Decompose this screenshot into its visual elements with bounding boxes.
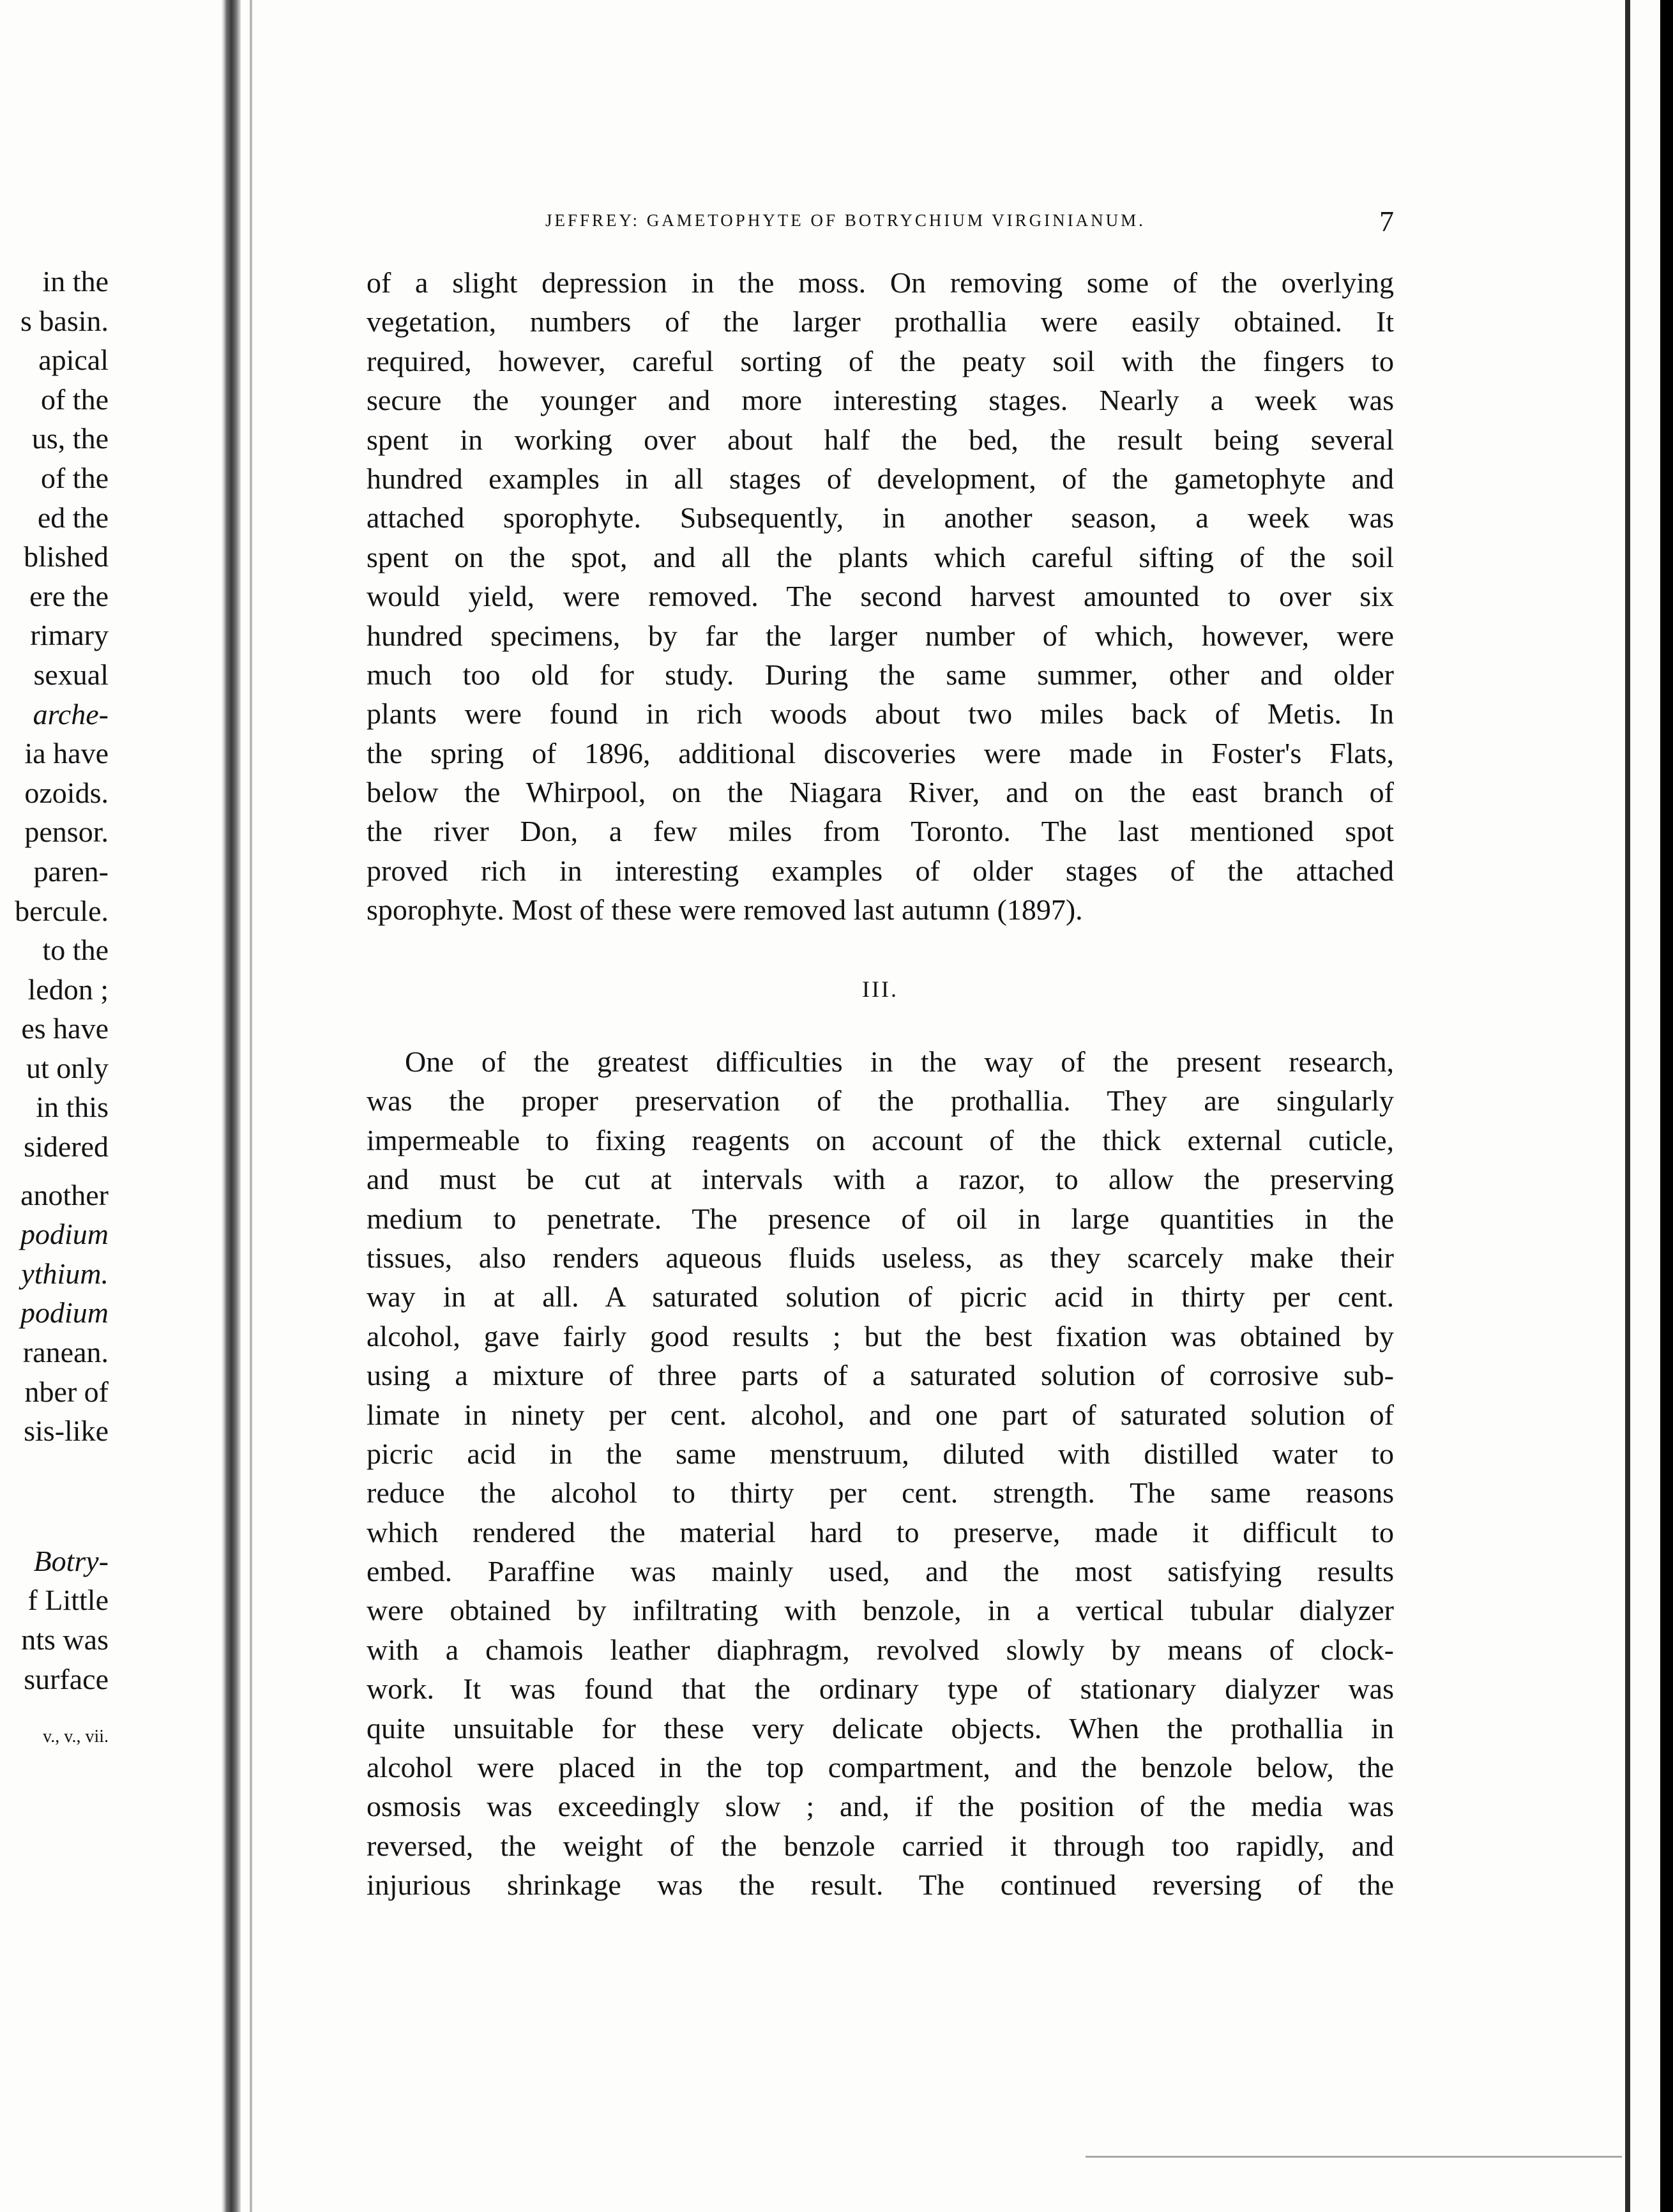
text-line: of a slight depression in the moss. On removing some of the overlying — [367, 266, 1394, 299]
left-fragment: bercule. — [15, 894, 109, 927]
text-line: proved rich in interesting examples of older stages of the attached — [367, 854, 1394, 887]
left-fragment: ozoids. — [24, 776, 109, 809]
text-line: impermeable to fixing reagents on account of the thick external cuticle, — [367, 1123, 1394, 1156]
left-fragment: apical — [38, 344, 109, 377]
text-line: work. It was found that the ordinary type of stationary dialyzer was — [367, 1672, 1394, 1706]
text-line: One of the greatest difficulties in the way of the present research, — [405, 1045, 1394, 1078]
text-line: below the Whirpool, on the Niagara River, and on the east branch of — [367, 776, 1394, 809]
left-fragment: ed the — [37, 501, 109, 534]
left-fragment: of the — [40, 383, 109, 416]
gutter-edge-line — [250, 0, 252, 2212]
left-fragment: sis-like — [24, 1414, 109, 1448]
text-line: osmosis was exceedingly slow ; and, if the position of the media was — [367, 1790, 1394, 1823]
text-line: quite unsuitable for these very delicate objects. When the prothallia in — [367, 1711, 1394, 1745]
left-fragment: another — [20, 1178, 109, 1211]
running-head: JEFFREY: GAMETOPHYTE OF BOTRYCHIUM VIRGINIANUM. — [545, 211, 1146, 230]
text-line: injurious shrinkage was the result. The continued reversing of the — [367, 1868, 1394, 1902]
text-line: reversed, the weight of the benzole carried it through too rapidly, and — [367, 1829, 1394, 1862]
text-line: would yield, were removed. The second harvest amounted to over six — [367, 580, 1394, 613]
left-fragment: ythium. — [21, 1257, 109, 1290]
left-fragment: arche- — [33, 697, 109, 731]
text-line: limate in ninety per cent. alcohol, and one part of saturated solution of — [367, 1398, 1394, 1431]
paragraph-1 — [367, 263, 1394, 930]
text-line: alcohol were placed in the top compartment, and the benzole below, the — [367, 1751, 1394, 1784]
text-line: way in at all. A saturated solution of picric acid in thirty per cent. — [367, 1280, 1394, 1314]
left-fragment: blished — [24, 540, 109, 573]
page-header — [367, 205, 1394, 238]
page-number: 7 — [1379, 205, 1394, 238]
left-fragment: ere the — [29, 579, 109, 612]
page-right-edge — [1625, 0, 1630, 2212]
text-line: tissues, also renders aqueous fluids useless, as they scarcely make their — [367, 1241, 1394, 1274]
left-fragment: ranean. — [22, 1336, 109, 1369]
text-line: was the proper preservation of the prothallia. They are singularly — [367, 1084, 1394, 1117]
text-line: using a mixture of three parts of a saturated solution of corrosive sub- — [367, 1359, 1394, 1392]
left-fragment: rimary — [30, 619, 109, 652]
text-line: and must be cut at intervals with a razor, to allow the preserving — [367, 1163, 1394, 1196]
left-fragment: pensor. — [24, 815, 109, 849]
facing-page-text-fragments — [0, 262, 109, 1757]
left-fragment: podium — [20, 1296, 109, 1329]
left-fragment: nts was — [21, 1623, 109, 1656]
left-fragment: surface — [24, 1662, 109, 1695]
text-line: much too old for study. During the same summer, other and older — [367, 658, 1394, 691]
left-fragment: of the — [40, 461, 109, 494]
text-line: vegetation, numbers of the larger prothallia were easily obtained. It — [367, 305, 1394, 338]
text-line: spent on the spot, and all the plants which careful sifting of the soil — [367, 540, 1394, 573]
left-fragment: s basin. — [20, 304, 109, 337]
text-line: the spring of 1896, additional discoveries were made in Foster's Flats, — [367, 736, 1394, 769]
text-line: sporophyte. Most of these were removed last autumn (1897). — [367, 893, 1083, 927]
left-fragment: ut only — [26, 1051, 109, 1084]
left-fragment: f Little — [27, 1584, 109, 1617]
left-fragment: us, the — [31, 422, 109, 455]
left-fragment: es have — [21, 1012, 109, 1045]
left-fragment: paren- — [33, 854, 109, 888]
text-line: were obtained by infiltrating with benzole, in a vertical tubular dialyzer — [367, 1594, 1394, 1627]
left-fragment: in the — [42, 265, 109, 298]
left-fragment-note: v., v., vii. — [43, 1727, 109, 1747]
left-fragment: sidered — [24, 1130, 109, 1163]
bottom-edge-line — [1086, 2156, 1622, 2158]
text-line: reduce the alcohol to thirty per cent. strength. The same reasons — [367, 1476, 1394, 1510]
left-fragment: sexual — [33, 658, 109, 691]
left-fragment: ledon ; — [27, 973, 109, 1006]
text-line: picric acid in the same menstruum, diluted with distilled water to — [367, 1437, 1394, 1470]
text-line: alcohol, gave fairly good results ; but the best fixation was obtained by — [367, 1319, 1394, 1352]
section-heading: III. — [862, 976, 898, 1002]
text-line: secure the younger and more interesting stages. Nearly a week was — [367, 384, 1394, 417]
left-fragment: in this — [36, 1091, 109, 1124]
text-line: spent in working over about half the bed, the result being several — [367, 423, 1394, 456]
paragraph-2 — [367, 1042, 1394, 1905]
left-fragment: podium — [20, 1218, 109, 1251]
text-line: with a chamois leather diaphragm, revolved slowly by means of clock- — [367, 1633, 1394, 1666]
binding-gutter — [222, 0, 241, 2212]
text-line: medium to penetrate. The presence of oil in large quantities in the — [367, 1202, 1394, 1235]
text-line: which rendered the material hard to preserve, made it difficult to — [367, 1515, 1394, 1549]
text-line: hundred specimens, by far the larger number of which, however, were — [367, 619, 1394, 652]
left-fragment: to the — [42, 934, 109, 967]
left-fragment: Botry- — [33, 1544, 109, 1577]
text-line: the river Don, a few miles from Toronto. The last mentioned spot — [367, 815, 1394, 848]
text-line: attached sporophyte. Subsequently, in another season, a week was — [367, 501, 1394, 534]
left-fragment: ia have — [24, 737, 109, 770]
text-line: hundred examples in all stages of development, of the gametophyte and — [367, 462, 1394, 495]
text-line: plants were found in rich woods about two miles back of Metis. In — [367, 697, 1394, 731]
left-fragment: nber of — [24, 1375, 109, 1408]
text-line: embed. Paraffine was mainly used, and the most satisfying results — [367, 1555, 1394, 1588]
text-line: required, however, careful sorting of the peaty soil with the fingers to — [367, 344, 1394, 377]
